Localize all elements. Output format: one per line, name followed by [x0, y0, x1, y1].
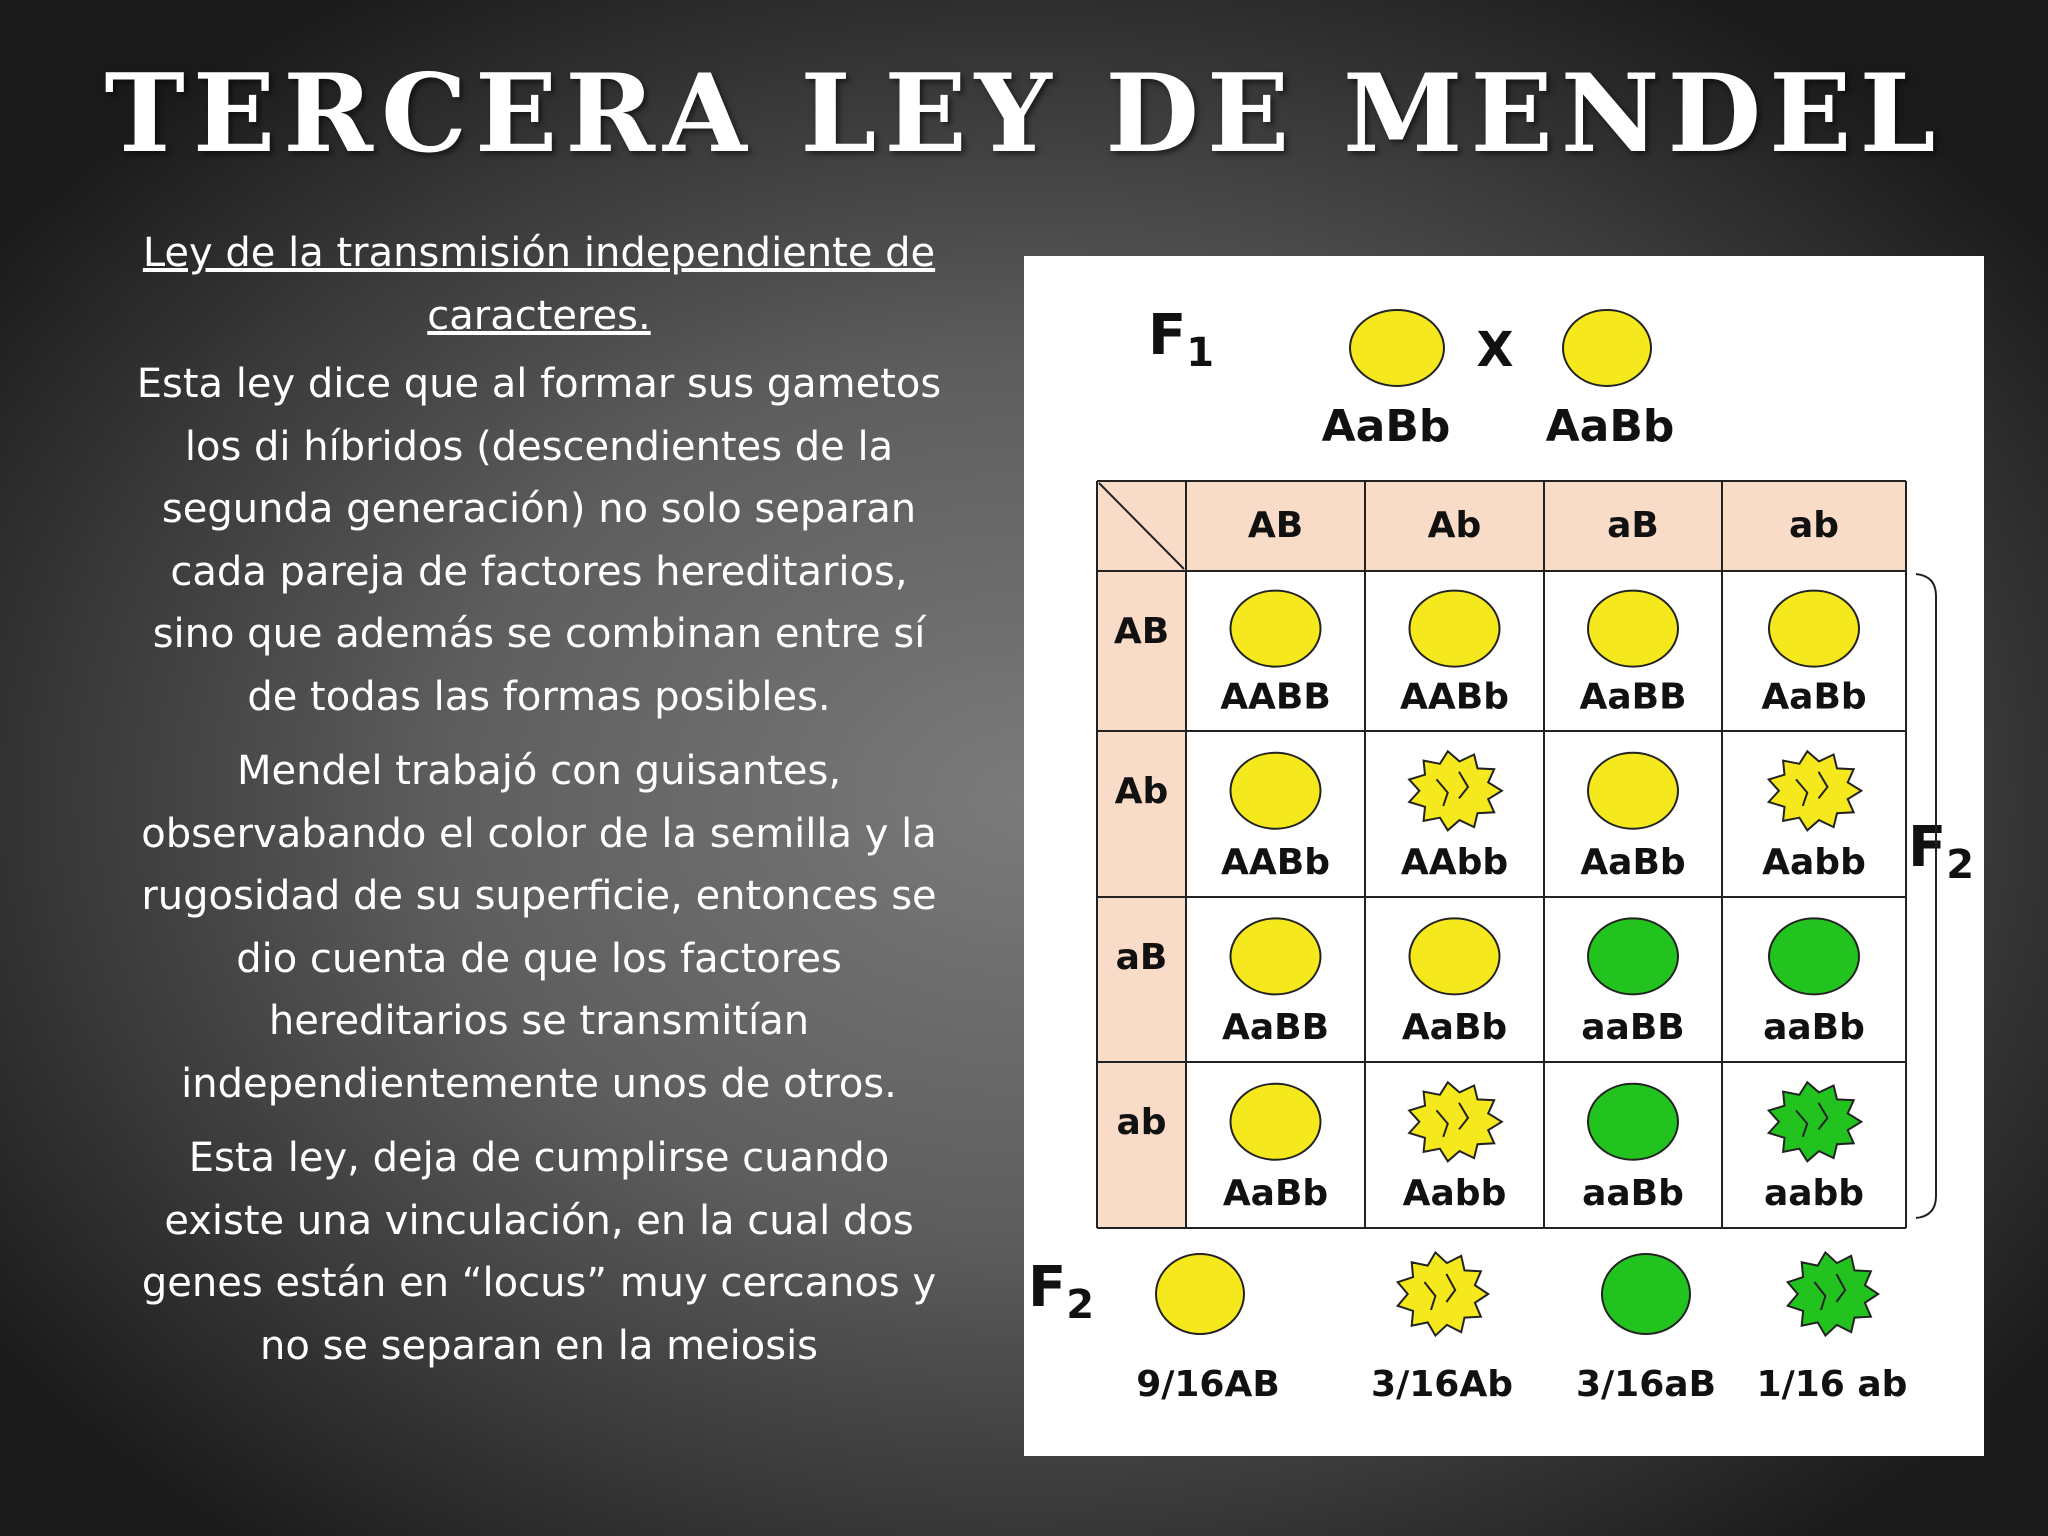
genotype-AABb: AABb: [1400, 676, 1509, 718]
seed-AaBb: [1231, 1084, 1321, 1160]
slide-title: TERCERA LEY DE MENDEL: [104, 51, 1944, 177]
genotype-Aabb: Aabb: [1402, 1172, 1507, 1214]
row-header-Ab: Ab: [1114, 771, 1169, 812]
parent-2-seed: [1563, 310, 1651, 386]
wrinkled-seed-outline: [1398, 1252, 1489, 1335]
seed-aaBB: [1588, 918, 1678, 994]
wrinkled-seed-outline: [1769, 1082, 1862, 1161]
seed-Aabb: [1409, 1082, 1502, 1161]
genotype-AaBB: AaBB: [1221, 1006, 1330, 1048]
wrinkled-seed-outline: [1409, 751, 1502, 830]
column-header-ab: ab: [1788, 505, 1840, 546]
ratio-label-1: 9/16AB: [1136, 1364, 1280, 1405]
ratio-label-3: 3/16aB: [1575, 1364, 1717, 1405]
row-header-ab: ab: [1116, 1102, 1167, 1143]
paragraph-2: Mendel trabajó con guisantes, observabando el color de la semilla y la rugosidad de su superficie, entonces se dio cuenta de que los factores hereditarios se transmitían independientemente unos de otros.: [141, 748, 937, 1107]
seed-AaBb: [1410, 918, 1500, 994]
genotype-AABb: AABb: [1221, 841, 1330, 883]
genotype-aaBb: aaBb: [1763, 1006, 1865, 1048]
f1-label: $F_1$: [1148, 303, 1215, 376]
seed-Aabb: [1769, 751, 1862, 830]
parent-1-seed: [1350, 310, 1444, 386]
genotype-AaBB: AaBB: [1579, 676, 1687, 718]
seed-AaBb: [1588, 753, 1678, 829]
genotype-aaBB: aaBB: [1581, 1006, 1685, 1048]
paragraph-1: Esta ley dice que al formar sus gametos los di híbridos (descendientes de la segunda generación) no solo separan cada pareja de factores hereditarios, sino que además se combinan entre sí de todas las formas posibles.: [136, 361, 942, 720]
ratio-seed-4: [1788, 1252, 1879, 1335]
wrinkled-seed-outline: [1769, 751, 1862, 830]
genotype-AAbb: AAbb: [1400, 841, 1509, 883]
seed-AAbb: [1409, 751, 1502, 830]
cross-symbol: X: [1476, 322, 1514, 378]
seed-aaBb: [1769, 918, 1859, 994]
f2-side-label: $F_2$: [1908, 815, 1975, 888]
row-header-aB: aB: [1115, 937, 1168, 978]
text-column: [124, 222, 954, 1389]
f2-bracket: [1916, 574, 1936, 1218]
ratio-seed-3: [1602, 1254, 1690, 1334]
seed-aabb: [1769, 1082, 1862, 1161]
seed-AaBB: [1231, 918, 1321, 994]
subtitle: Ley de la transmisión independiente de caracteres.: [142, 230, 936, 339]
column-header-AB: AB: [1247, 505, 1304, 546]
genotype-AaBb: AaBb: [1222, 1172, 1329, 1214]
row-header-AB: AB: [1113, 611, 1170, 652]
column-header-Ab: Ab: [1427, 505, 1482, 546]
seed-AABb: [1231, 753, 1321, 829]
genotype-AaBb: AaBb: [1580, 841, 1686, 883]
column-header-band: [1097, 481, 1906, 571]
parent-2-genotype: AaBb: [1545, 401, 1675, 452]
wrinkled-seed-outline: [1409, 1082, 1502, 1161]
genotype-aaBb: aaBb: [1582, 1172, 1684, 1214]
punnett-diagram: [1024, 256, 1984, 1456]
ratio-label-2: 3/16Ab: [1371, 1364, 1513, 1405]
genotype-AABB: AABB: [1220, 676, 1331, 718]
seed-AaBb: [1769, 591, 1859, 667]
paragraph-3: Esta ley, deja de cumplirse cuando existe una vinculación, en la cual dos genes están en “locus” muy cercanos y no se separan en la meiosis: [141, 1135, 937, 1369]
ratio-seed-1: [1156, 1254, 1244, 1334]
seed-aaBb: [1588, 1084, 1678, 1160]
genotype-AaBb: AaBb: [1401, 1006, 1508, 1048]
seed-AaBB: [1588, 591, 1678, 667]
f2-bottom-label: $F_2$: [1028, 1255, 1095, 1328]
seed-AABb: [1410, 591, 1500, 667]
ratio-seed-2: [1398, 1252, 1489, 1335]
genotype-Aabb: Aabb: [1762, 841, 1866, 883]
parent-1-genotype: AaBb: [1321, 401, 1451, 452]
punnett-diagram-panel: [1024, 256, 1984, 1456]
genotype-aabb: aabb: [1763, 1172, 1865, 1214]
genotype-AaBb: AaBb: [1761, 676, 1867, 718]
wrinkled-seed-outline: [1788, 1252, 1879, 1335]
column-header-aB: aB: [1607, 505, 1659, 546]
ratio-label-4: 1/16 ab: [1756, 1364, 1908, 1405]
seed-AABB: [1231, 591, 1321, 667]
